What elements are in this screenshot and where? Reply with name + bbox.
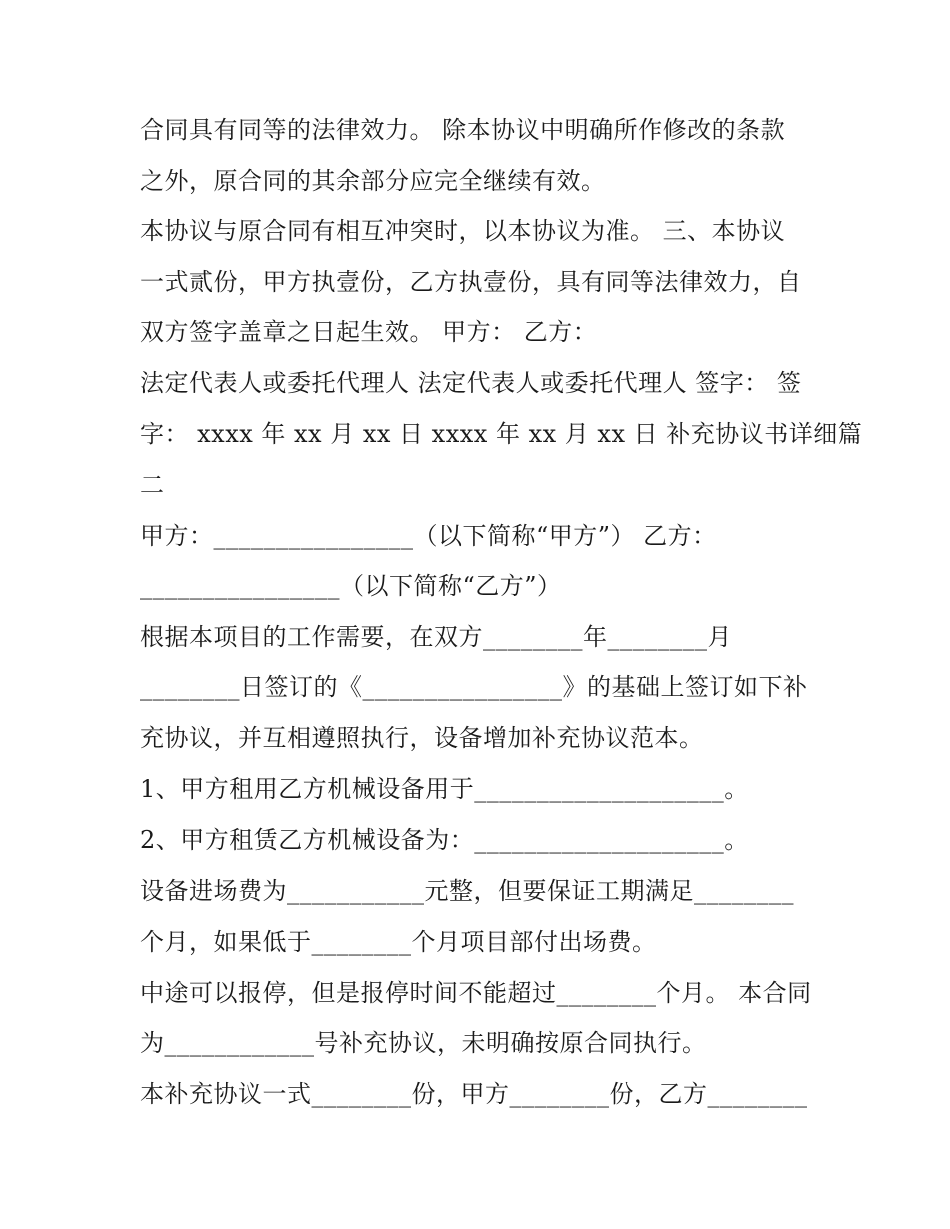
text-line: 合同具有同等的法律效力。 除本协议中明确所作修改的条款	[140, 116, 786, 144]
text-line: 1、甲方租用乙方机械设备用于____________________。	[140, 775, 749, 803]
text-line: 个月，如果低于________个月项目部付出场费。	[140, 928, 657, 956]
text-line: ________日签订的《________________》的基础上签订如下补	[140, 673, 808, 701]
text-line: 二	[140, 471, 165, 499]
text-line: 本补充协议一式________份，甲方________份，乙方________	[140, 1080, 808, 1108]
text-line: ________________（以下简称“乙方”）	[140, 572, 562, 600]
text-line: 设备进场费为___________元整，但要保证工期满足________	[140, 877, 794, 905]
text-line: 中途可以报停，但是报停时间不能超过________个月。 本合同	[140, 979, 812, 1007]
text-line: 双方签字盖章之日起生效。 甲方： 乙方：	[140, 318, 598, 346]
text-line: 充协议，并互相遵照执行，设备增加补充协议范本。	[140, 724, 704, 752]
text-line: 根据本项目的工作需要，在双方________年________月	[140, 623, 732, 651]
text-line: 本协议与原合同有相互冲突时，以本协议为准。 三、本协议	[140, 217, 786, 245]
text-line: 之外，原合同的其余部分应完全继续有效。	[140, 167, 606, 195]
text-line: 字： xxxx 年 xx 月 xx 日 xxxx 年 xx 月 xx 日 补充协议书详细篇	[140, 420, 863, 448]
text-line: 一式贰份，甲方执壹份，乙方执壹份，具有同等法律效力，自	[140, 268, 802, 296]
text-line: 为____________号补充协议，未明确按原合同执行。	[140, 1029, 707, 1057]
text-line: 2、甲方租赁乙方机械设备为：____________________。	[140, 826, 749, 854]
text-line: 法定代表人或委托代理人 法定代表人或委托代理人 签字： 签	[140, 369, 802, 397]
text-line: 甲方：________________（以下简称“甲方”） 乙方：	[140, 522, 717, 550]
